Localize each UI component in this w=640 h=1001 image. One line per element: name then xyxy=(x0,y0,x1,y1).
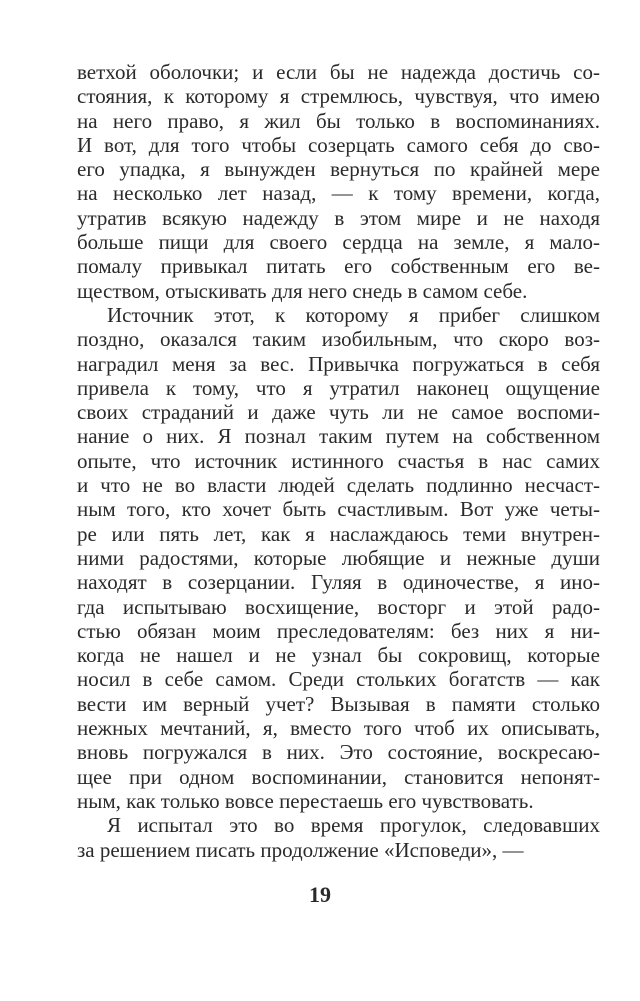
text-line: опыте, что источник истинного счастья в нас самих xyxy=(77,448,600,473)
text-line: на него право, я жил бы только в воспоминаниях. xyxy=(77,108,600,133)
text-line: ветхой оболочки; и если бы не надежда достичь со- xyxy=(77,60,600,84)
text-line: вести им верный учет? Вызывая в памяти столько xyxy=(77,691,600,716)
page-body-text xyxy=(77,60,600,862)
text-line: помалу привыкал питать его собственным его ве- xyxy=(77,254,600,279)
text-line: нание о них. Я познал таким путем на собственном xyxy=(77,424,600,449)
text-line: И вот, для того чтобы созерцать самого себя до сво- xyxy=(77,132,600,157)
text-line: когда не нашел и не узнал бы сокровищ, которые xyxy=(77,643,600,668)
text-line: ре или пять лет, как я наслаждаюсь теми внутрен- xyxy=(77,521,600,546)
text-line: ществом, отыскивать для него снедь в самом себе. xyxy=(77,278,528,303)
text-line: стью обязан моим преследователям: без них я ни- xyxy=(77,618,600,643)
page-number: 19 xyxy=(309,882,331,907)
text-line: находят в созерцании. Гуляя в одиночестве, я ино- xyxy=(77,570,600,595)
text-line: поздно, оказался таким изобильным, что скоро воз- xyxy=(77,327,600,352)
text-line: на несколько лет назад, — к тому времени, когда, xyxy=(77,181,600,206)
text-line: наградил меня за вес. Привычка погружаться в себя xyxy=(77,351,600,376)
text-line: носил в себе самом. Среди стольких богатств — как xyxy=(77,667,600,692)
text-line: своих страданий и даже чуть ли не самое воспоми- xyxy=(77,400,600,425)
text-line: ними радостями, которые любящие и нежные души xyxy=(77,545,600,570)
text-line: Источник этот, к которому я прибег слишком xyxy=(107,302,600,327)
text-line: ным того, кто хочет быть счастливым. Вот уже четы- xyxy=(77,497,600,522)
text-line: гда испытываю восхищение, восторг и этой радо- xyxy=(77,594,600,619)
text-line: больше пищи для своего сердца на земле, я мало- xyxy=(77,230,600,255)
text-line: щее при одном воспоминании, становится непонят- xyxy=(77,764,600,789)
text-line: утратив всякую надежду в этом мире и не находя xyxy=(77,205,600,230)
text-line: вновь погружался в них. Это состояние, воскресаю- xyxy=(77,740,600,765)
text-line: его упадка, я вынужден вернуться по крайней мере xyxy=(77,157,600,182)
text-line: нежных мечтаний, я, вместо того чтоб их описывать, xyxy=(77,716,600,741)
text-line: и что не во власти людей сделать подлинно несчаст- xyxy=(77,473,600,498)
text-line: ным, как только вовсе перестаешь его чувствовать. xyxy=(77,788,534,813)
text-line: привела к тому, что я утратил наконец ощущение xyxy=(77,375,600,400)
text-line: Я испытал это во время прогулок, следовавших xyxy=(107,813,600,838)
text-line: за решением писать продолжение «Исповеди», — xyxy=(77,837,524,862)
text-line: стояния, к которому я стремлюсь, чувствуя, что имею xyxy=(77,84,600,109)
